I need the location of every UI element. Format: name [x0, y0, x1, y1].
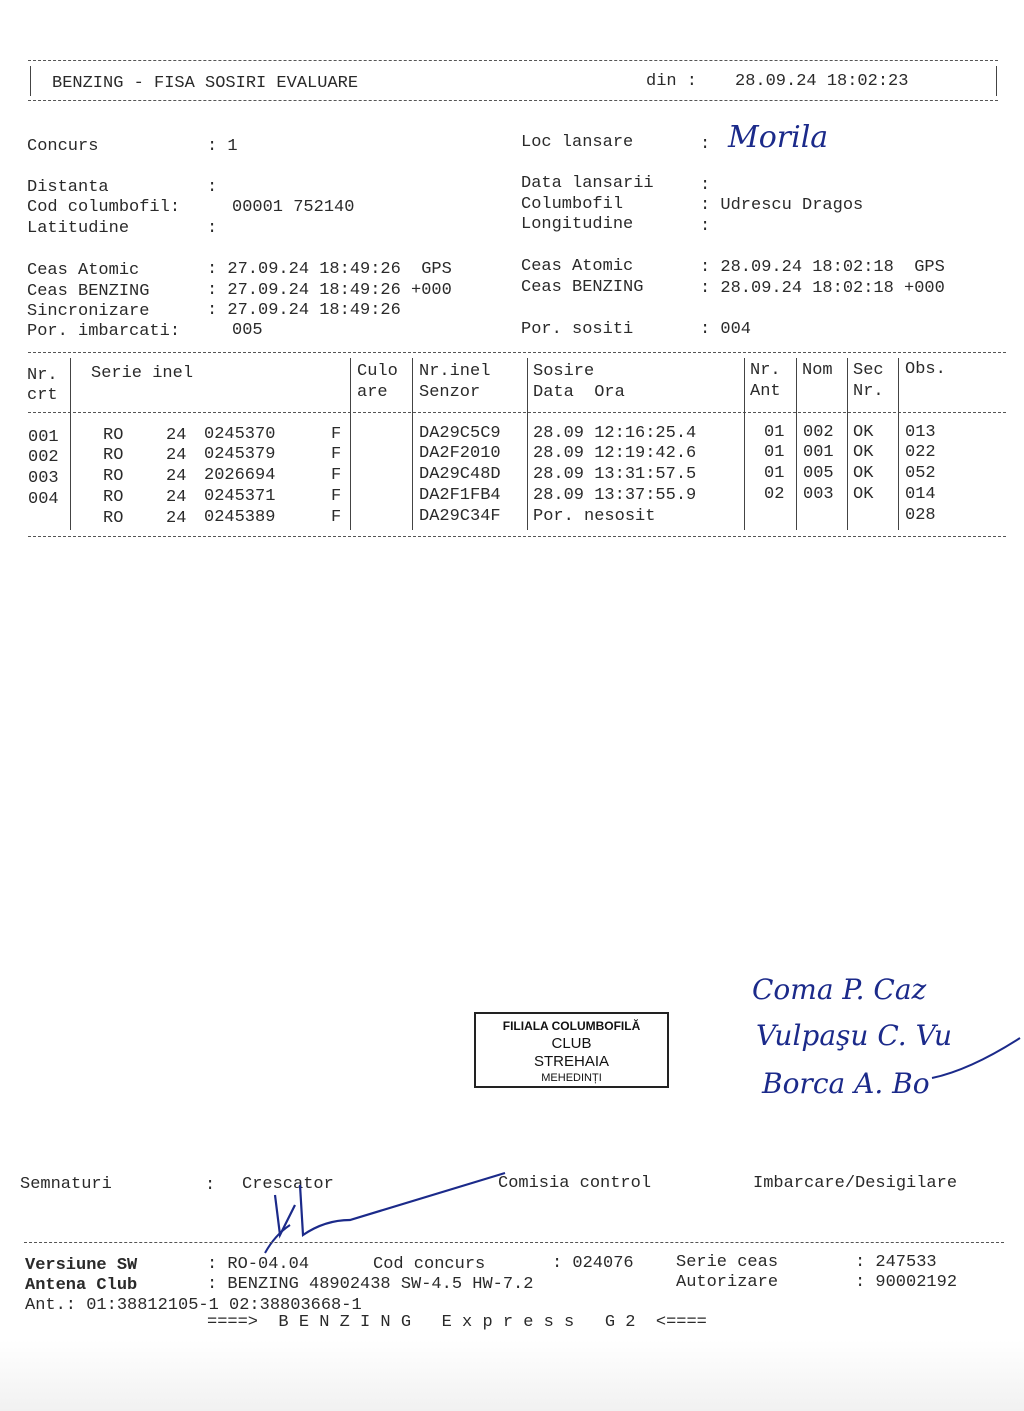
report-title: BENZING - FISA SOSIRI EVALUARE	[52, 74, 359, 93]
club-stamp	[474, 1012, 669, 1088]
concurs-value: : 1	[207, 137, 238, 156]
cell-sex: F	[331, 425, 342, 444]
cell-tara: RO	[103, 467, 124, 486]
crescator-label: Crescator	[242, 1175, 334, 1194]
cell-sosire: 28.09 13:31:57.5	[533, 465, 697, 484]
stamp-line-3: STREHAIA	[533, 1053, 609, 1070]
stamp-line-2: CLUB	[551, 1035, 592, 1052]
header-data-ora: Data Ora	[533, 383, 625, 402]
cell-nr: 004	[28, 490, 59, 509]
cell-nom: 001	[803, 443, 834, 462]
crescator-signature-text	[270, 1195, 271, 1215]
cell-sosire: Por. nesosit	[533, 507, 656, 526]
cod-concurs-label: Cod concurs	[373, 1255, 486, 1274]
longitudine-value: :	[700, 217, 711, 236]
cell-an: 24	[166, 509, 187, 528]
handwritten-name: Vulpaşu C. Vu	[756, 1019, 953, 1052]
data-lansarii-value: :	[700, 176, 711, 195]
header-sec-nr: Nr.	[853, 382, 884, 401]
column-separator	[744, 358, 745, 530]
por-imbarcati-value: 005	[232, 321, 263, 340]
cell-sex: F	[331, 508, 342, 527]
left-clock-label: Sincronizare	[27, 302, 150, 321]
column-separator	[796, 358, 797, 530]
din-label: din :	[646, 72, 698, 91]
antena-label: Antena Club	[25, 1276, 138, 1295]
cell-an: 24	[166, 488, 187, 507]
cell-ant: 02	[764, 485, 785, 504]
cell-obs: 022	[905, 443, 936, 462]
comisia-label: Comisia control	[498, 1174, 652, 1193]
cell-inel: 0245371	[204, 487, 276, 506]
por-sositi-value: : 004	[700, 320, 752, 339]
right-clock-label: Ceas Atomic	[521, 257, 634, 276]
header-bottom-border	[28, 100, 998, 101]
cell-nom: 002	[803, 423, 834, 442]
stamp-line-1: FILIALA COLUMBOFILĂ	[502, 1019, 641, 1033]
columbofil-value: : Udrescu Dragos	[700, 196, 864, 215]
cod-concurs-value: : 024076	[552, 1254, 634, 1273]
cod-columbofil-value: 00001 752140	[232, 198, 355, 217]
left-clock-label: Ceas Atomic	[27, 261, 140, 280]
header-obs: Obs.	[905, 360, 946, 379]
cell-senzor: DA29C34F	[419, 507, 501, 526]
cell-tara: RO	[103, 509, 124, 528]
left-clock-label: Ceas BENZING	[27, 282, 150, 301]
cell-ant: 01	[764, 423, 785, 442]
header-right-border	[996, 66, 997, 96]
header-nr-ant-2: Ant	[750, 382, 781, 401]
cell-senzor: DA2F1FB4	[419, 486, 501, 505]
table-bottom-border	[28, 536, 1006, 537]
right-clock-value: : 28.09.24 18:02:18 GPS	[700, 258, 945, 277]
crescator-signature-icon	[255, 1165, 525, 1260]
header-sosire: Sosire	[533, 362, 595, 381]
autorizare-label: Autorizare	[676, 1273, 779, 1292]
column-separator	[70, 358, 71, 530]
header-top-border	[28, 60, 998, 61]
distanta-label: Distanta	[27, 178, 109, 197]
cell-an: 24	[166, 446, 187, 465]
columbofil-label: Columbofil	[521, 195, 624, 214]
handwritten-name: Borca A. Bo	[762, 1067, 930, 1100]
cell-obs: 028	[905, 506, 936, 525]
header-serie-inel: Serie inel	[91, 364, 194, 383]
cell-sex: F	[331, 487, 342, 506]
versiune-value: : RO-04.04	[207, 1255, 310, 1274]
cell-sosire: 28.09 12:16:25.4	[533, 424, 697, 443]
cell-nr: 003	[28, 469, 59, 488]
cell-senzor: DA29C48D	[419, 465, 501, 484]
right-clock-value: : 28.09.24 18:02:18 +000	[700, 279, 945, 298]
handwritten-name: Coma P. Caz	[752, 973, 927, 1006]
header-nr-inel: Nr.inel	[419, 362, 491, 381]
longitudine-label: Longitudine	[521, 215, 634, 234]
cell-inel: 0245370	[204, 425, 276, 444]
header-senzor: Senzor	[419, 383, 481, 402]
column-separator	[898, 358, 899, 530]
cell-obs: 014	[905, 485, 936, 504]
stamp-line-4: MEHEDINȚI	[541, 1072, 602, 1084]
cell-senzor: DA29C5C9	[419, 424, 501, 443]
cell-inel: 0245379	[204, 445, 276, 464]
por-sositi-label: Por. sositi	[521, 320, 634, 339]
header-crt: crt	[27, 386, 58, 405]
concurs-label: Concurs	[27, 137, 99, 156]
autorizare-value: : 90002192	[855, 1273, 958, 1292]
semnaturi-colon: :	[205, 1176, 216, 1195]
column-separator	[350, 358, 351, 530]
header-nr-ant-1: Nr.	[750, 361, 781, 380]
cell-inel: 0245389	[204, 508, 276, 527]
left-clock-value: : 27.09.24 18:49:26 +000	[207, 281, 452, 300]
column-separator	[847, 358, 848, 530]
cell-sec: OK	[853, 485, 874, 504]
page-edge-shadow	[0, 1340, 1024, 1411]
antenna-ids: Ant.: 01:38812105-1 02:38803668-1	[25, 1296, 362, 1315]
serie-ceas-value: : 247533	[855, 1253, 937, 1272]
versiune-label: Versiune SW	[25, 1256, 138, 1275]
cell-nom: 005	[803, 464, 834, 483]
report-datetime: 28.09.24 18:02:23	[735, 72, 909, 91]
cell-tara: RO	[103, 488, 124, 507]
cell-obs: 052	[905, 464, 936, 483]
cell-an: 24	[166, 467, 187, 486]
header-sec: Sec	[853, 361, 884, 380]
latitudine-value: :	[207, 219, 218, 238]
cell-sec: OK	[853, 443, 874, 462]
cell-sosire: 28.09 12:19:42.6	[533, 444, 697, 463]
cell-tara: RO	[103, 426, 124, 445]
latitudine-label: Latitudine	[27, 219, 130, 238]
loc-lansare-label: Loc lansare	[521, 133, 634, 152]
cell-senzor: DA2F2010	[419, 444, 501, 463]
cell-an: 24	[166, 426, 187, 445]
cell-nr: 001	[28, 428, 59, 447]
cell-sosire: 28.09 13:37:55.9	[533, 486, 697, 505]
cod-columbofil-label: Cod columbofil:	[27, 198, 181, 217]
table-header-border	[28, 412, 1006, 413]
left-clock-value: : 27.09.24 18:49:26 GPS	[207, 260, 452, 279]
cell-sex: F	[331, 445, 342, 464]
cell-nom: 003	[803, 485, 834, 504]
semnaturi-label: Semnaturi	[20, 1175, 112, 1194]
footer-top-border	[24, 1242, 1004, 1243]
distanta-value: :	[207, 178, 218, 197]
cell-tara: RO	[103, 446, 124, 465]
imbarcare-label: Imbarcare/Desigilare	[753, 1174, 958, 1193]
loc-lansare-colon: :	[700, 135, 711, 154]
cell-nr: 002	[28, 448, 59, 467]
benzing-banner: ====> B E N Z I N G E x p r e s s G 2 <====	[207, 1313, 707, 1332]
cell-obs: 013	[905, 423, 936, 442]
header-left-border	[30, 66, 31, 96]
por-imbarcati-label: Por. imbarcati:	[27, 322, 181, 341]
antena-value: : BENZING 48902438 SW-4.5 HW-7.2	[207, 1275, 534, 1294]
header-nr: Nr.	[27, 366, 58, 385]
data-lansarii-label: Data lansarii	[521, 174, 654, 193]
header-nom: Nom	[802, 361, 833, 380]
loc-lansare-handwritten: Morila	[728, 120, 829, 155]
cell-ant: 01	[764, 443, 785, 462]
signature-stroke-icon	[930, 1018, 1024, 1088]
right-clock-label: Ceas BENZING	[521, 278, 644, 297]
serie-ceas-label: Serie ceas	[676, 1253, 779, 1272]
cell-inel: 2026694	[204, 466, 276, 485]
column-separator	[527, 358, 528, 530]
table-top-border	[28, 352, 1006, 353]
cell-sec: OK	[853, 423, 874, 442]
header-culoare-1: Culo	[357, 362, 398, 381]
column-separator	[412, 358, 413, 530]
left-clock-value: : 27.09.24 18:49:26	[207, 301, 401, 320]
header-culoare-2: are	[357, 383, 388, 402]
cell-sec: OK	[853, 464, 874, 483]
cell-sex: F	[331, 466, 342, 485]
cell-ant: 01	[764, 464, 785, 483]
